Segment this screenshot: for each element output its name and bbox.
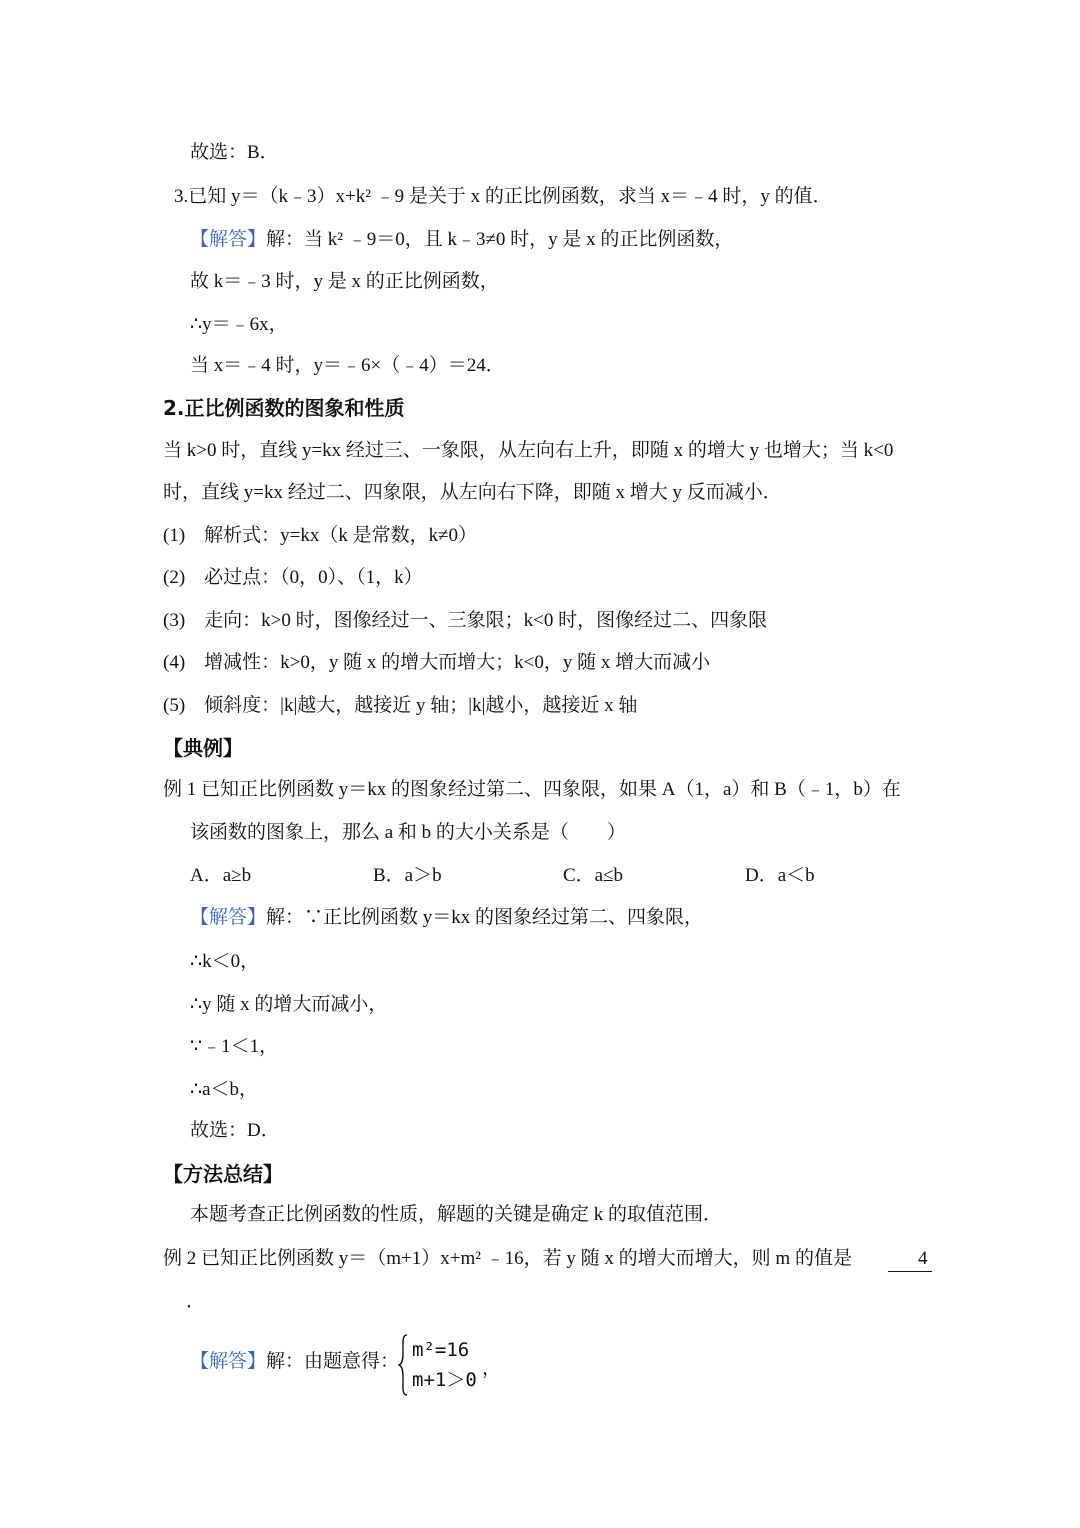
example-2-line-1 (163, 1247, 852, 1271)
property-item-1: (1) 解析式：y=kx（k 是常数，k≠0） (163, 525, 478, 546)
paragraph-line-1: 当 k>0 时，直线 y=kx 经过三、一象限，从左向右上升，即随 x 的增大 y 也增大；当 k<0 (163, 440, 894, 461)
example-1-solution-line-5: ∴a＜b， (190, 1079, 259, 1100)
solution-text: 解：∵正比例函数 y＝kx 的图象经过第二、四象限， (266, 907, 704, 928)
solution-line-4: 当 x＝﹣4 时，y＝﹣6×（﹣4）＝24． (190, 355, 505, 376)
method-summary-heading: 【方法总结】 (163, 1162, 283, 1186)
solution-tag: 【解答】 (190, 907, 267, 928)
property-item-5: (5) 倾斜度：|k|越大，越接近 y 轴；|k|越小，越接近 x 轴 (163, 695, 638, 716)
solution-text: 解：当 k² ﹣9＝0，且 k﹣3≠0 时，y 是 x 的正比例函数， (266, 229, 734, 250)
example-1-line-2: 该函数的图象上，那么 a 和 b 的大小关系是（ ） (190, 822, 626, 843)
example-2-question: 例 2 已知正比例函数 y＝（m+1）x+m² ﹣16，若 y 随 x 的增大而增大，则 m 的值是 (163, 1248, 852, 1269)
property-item-3: (3) 走向：k>0 时，图像经过一、三象限；k<0 时，图像经过二、四象限 (163, 610, 768, 631)
solution-tag: 【解答】 (190, 229, 267, 250)
solution-line-3: ∴y＝﹣6x， (190, 314, 288, 335)
equation-comma: ， (482, 1357, 502, 1379)
property-item-2: (2) 必过点：（0，0）、（1，k） (163, 567, 423, 588)
example-1-line-1: 例 1 已知正比例函数 y＝kx 的图象经过第二、四象限，如果 A（1，a）和 B（﹣1，b）在 (163, 779, 901, 800)
equation-1: m²=16 (412, 1339, 470, 1361)
example-2-solution-line-1 (190, 1350, 399, 1374)
example-1-solution-line-6: 故选：D． (190, 1120, 280, 1141)
question-3: 3.已知 y＝（k﹣3）x+k² ﹣9 是关于 x 的正比例函数，求当 x＝﹣4 时，y 的值． (174, 186, 832, 207)
equation-2: m+1＞0 (412, 1369, 477, 1391)
example-1-solution-line-2: ∴k＜0， (190, 951, 260, 972)
property-item-4: (4) 增减性：k>0，y 随 x 的增大而增大；k<0，y 随 x 增大而减小 (163, 652, 711, 673)
example-heading: 【典例】 (163, 736, 243, 760)
equation-system (398, 1334, 502, 1398)
example-1-solution-line-3: ∴y 随 x 的增大而减小， (190, 994, 388, 1015)
example-2-line-2: ． (186, 1291, 206, 1312)
option-a: A．a≥b (190, 865, 252, 886)
solution-line-2: 故 k＝﹣3 时，y 是 x 的正比例函数， (190, 271, 499, 292)
answer-line-b: 故选：B． (190, 142, 279, 163)
option-c: C．a≤b (563, 865, 624, 886)
solution-text: 解：由题意得： (266, 1351, 400, 1372)
option-d: D．a＜b (745, 865, 815, 886)
brace-icon (398, 1334, 408, 1396)
method-summary-text: 本题考查正比例函数的性质，解题的关键是确定 k 的取值范围． (190, 1204, 723, 1225)
example-1-solution-line-1 (190, 906, 703, 930)
example-1-solution-line-4: ∵﹣1＜1， (190, 1036, 279, 1057)
answer-value: 4 (888, 1247, 932, 1272)
example-2-answer-blank (888, 1247, 932, 1272)
solution-tag: 【解答】 (190, 1351, 267, 1372)
paragraph-line-2: 时，直线 y=kx 经过二、四象限，从左向右下降，即随 x 增大 y 反而减小． (163, 482, 782, 503)
solution-line-1 (190, 228, 733, 252)
section-heading-2: 2.正比例函数的图象和性质 (163, 396, 405, 420)
option-b: B．a＞b (373, 865, 442, 886)
